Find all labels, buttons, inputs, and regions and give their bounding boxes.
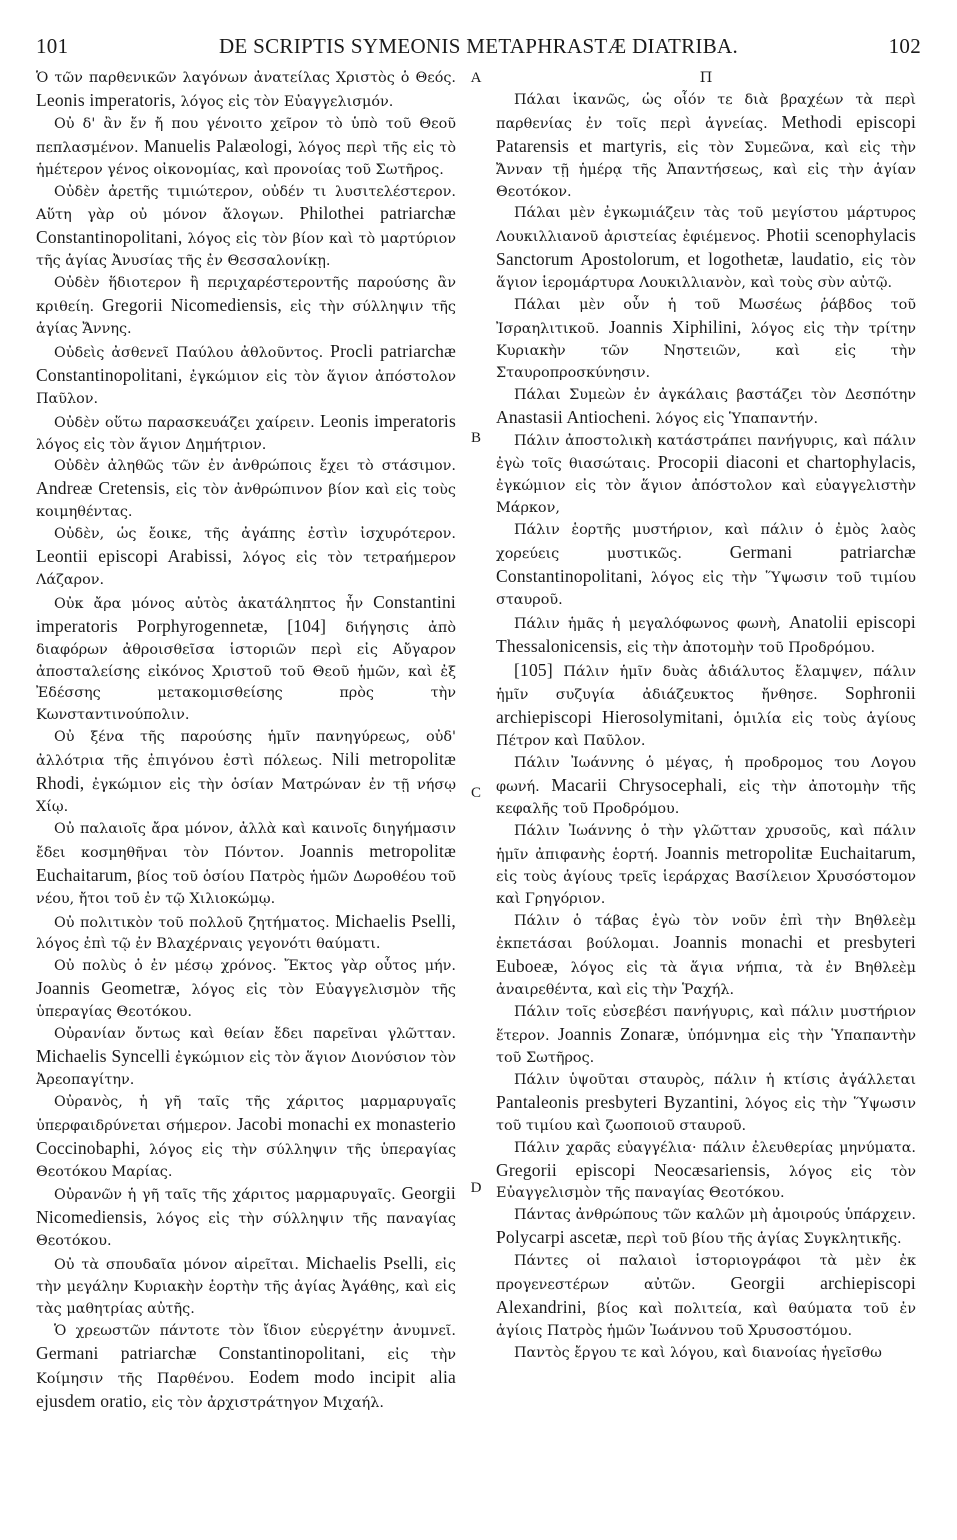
author-name: Pantaleonis presbyteri Byzantini, (496, 1091, 739, 1112)
author-name: Photii scenophylacis Sanctorum Apostolorum, et logothetæ, laudatio, (496, 225, 916, 270)
incipit-text: εἰς τὴν ἀποτομὴν τοῦ Προδρόμου. (622, 639, 876, 656)
incipit-text: Οὐ τὰ σπουδαῖα μόνον αἱρεῖται. (54, 1257, 306, 1274)
incipit-text: Πάλαι ἱκανῶς, ὡς οἷόν τε διὰ βραχέων τὰ περὶ παρθενίας ἐν τοῖς περὶ ἁγνείας. (496, 91, 916, 132)
incipit-text: ὁμιλία εἰς τοὺς ἁγίους Πέτρον καὶ Παῦλον. (496, 711, 916, 750)
author-name: [105] (514, 659, 553, 680)
incipit-text: λόγος εἰς Ὑπαπαντήν. (650, 410, 819, 427)
index-entry (36, 1183, 456, 1253)
index-entry (36, 1253, 456, 1321)
index-entry (496, 1138, 916, 1206)
incipit-text: λόγος εἰς τὴν σύλληψιν τῆς ὑπεραγίας Θεοτόκου Μαρίας. (36, 1141, 456, 1180)
section-marker-a: A (470, 70, 482, 86)
incipit-text: εἰς τὴν σύλληψιν τῆς ἁγίας Ἄννης. (36, 299, 456, 337)
incipit-text: εἰς τὸν ἀρχιστράτηγον Μιχαήλ. (146, 1394, 384, 1411)
author-name: Georgii archiepiscopi Alexandrini, (496, 1273, 916, 1317)
author-name: Joannis metropolitæ Euchaitarum, (36, 840, 456, 885)
incipit-text: Οὐδεὶς ἀσθενεῖ Παύλου ἀθλοῦντος. (54, 344, 331, 361)
incipit-text: Οὐ ξένα τῆς παρούσης ἡμῖν πανηγύρεως, οὐδ' ἀλλότρια τῆς ἐπιγόνου ἐστὶ πόλεως. (36, 729, 456, 770)
author-name: Leonis imperatoris, (36, 89, 176, 110)
index-entry (496, 821, 916, 911)
incipit-text: βίος τοῦ ὁσίου Πατρὸς ἡμῶν Δωροθέου τοῦ νέου, ἤτοι τοῦ ἐν τῷ Χιλιοκώμῳ. (36, 868, 456, 907)
incipit-text: λόγος εἰς τὴν σύλληψιν τῆς παναγίας Θεοτόκου. (36, 1211, 456, 1250)
section-marker-b: B (470, 430, 481, 446)
index-entry (36, 524, 456, 592)
index-entry (496, 385, 916, 431)
index-entry (496, 612, 916, 660)
author-name: Germani patriarchæ Constantinopolitani, (36, 1342, 366, 1363)
incipit-text: λόγος εἰς τὴν Ὕψωσιν τοῦ τιμίου σταυροῦ. (496, 569, 916, 608)
running-title: DE SCRIPTIS SYMEONIS METAPHRASTÆ DIATRIBA. (218, 34, 739, 58)
incipit-text: Ὁ τῶν παρθενικῶν λαγόνων ἀνατείλας Χριστὸς ὁ Θεός. (36, 70, 456, 86)
incipit-text: εἰς τοὺς ἁγίους τρεῖς ἱεράρχας Βασίλειον Χρυσόστομον καὶ Γρηγόριον. (496, 868, 916, 907)
author-name: Nili metropolitæ Rhodi, (36, 749, 456, 794)
author-name: Joannis metropolitæ Euchaitarum, (665, 842, 916, 863)
index-entry (36, 411, 456, 457)
index-entry (36, 727, 456, 819)
author-name: Gregorii episcopi Neocæsariensis, (496, 1159, 771, 1180)
incipit-text: Οὐδὲν οὕτω παρασκευάζει χαίρειν. (54, 414, 320, 431)
incipit-text: Οὐκ ἄρα μόνος αὐτὸς ἀκατάληπτος ἦν (54, 595, 374, 612)
index-entry (36, 341, 456, 411)
incipit-text: βίος καὶ πολιτεία, καὶ θαύματα τοῦ ἐν ἁγίοις Πατρὸς ἡμῶν Ἰωάννου τοῦ Χρυσοστόμου. (496, 1300, 916, 1339)
left-column (36, 68, 456, 1414)
incipit-text: ἐγκώμιον εἰς τὸν ἅγιον ἀπόστολον καὶ εὐαγγελιστὴν Μάρκον, (496, 478, 916, 517)
index-entry (496, 520, 916, 612)
incipit-text: Οὐ δ' ἂν ἔν ἤ που γένοιτο χεῖρον τὸ ὑπὸ τοῦ Θεοῦ πεπλασμένον. (36, 115, 456, 156)
index-entry (36, 819, 456, 911)
incipit-text: εἰς τὴν Κοίμησιν τῆς Παρθένου. (36, 1346, 457, 1387)
index-entry (36, 1321, 456, 1415)
index-entry (496, 660, 916, 754)
incipit-text: Πάλιν ἡμᾶς ἡ μεγαλόφωνος φωνὴ, (514, 615, 789, 632)
incipit-text: Πάλιν χαρᾶς εὐαγγέλια· πάλιν ἐλευθερίας μηνύματα. (514, 1139, 916, 1156)
index-entry (496, 90, 916, 204)
incipit-text: Πάντας ἀνθρώπους τῶν καλῶν μὴ ἀμοιρούς ὑπάρχειν. (514, 1207, 916, 1224)
index-entry (36, 592, 456, 727)
section-letter (496, 68, 916, 90)
index-entry (496, 753, 916, 821)
incipit-text: Οὐδὲν, ὡς ἔοικε, τῆς ἀγάπης ἐστὶν ἰσχυρότερον. (54, 526, 456, 543)
incipit-text: εἰς τὴν ἀποτομὴν τῆς κεφαλῆς τοῦ Προδρόμου. (496, 779, 916, 817)
incipit-text: λόγος εἰς τὸν Εὐαγγελισμόν. (175, 93, 394, 110)
incipit-text: περὶ τοῦ βίου τῆς ἁγίας Συγκλητικῆς. (621, 1231, 902, 1248)
right-column (496, 68, 916, 1365)
incipit-text: Οὐρανίαν ὄντως καὶ θείαν ἔδει παρεῖναι γλῶτταν. (54, 1026, 456, 1043)
author-name: Philothei patriarchæ Constantinopolitani, (36, 203, 456, 248)
incipit-text: λόγος εἰς τὴν Ὕψωσιν τοῦ τιμίου καὶ ζωοποιοῦ σταυροῦ. (496, 1095, 916, 1134)
author-name: Gregorii Nicomediensis, (102, 295, 283, 316)
incipit-text: λόγος εἰς τὸν ἅγιον Δημήτριον. (36, 436, 267, 453)
section-marker-c: C (470, 785, 481, 801)
index-entry (36, 182, 456, 274)
incipit-text: Π (699, 70, 713, 86)
index-entry (496, 295, 916, 385)
author-name: Michaelis Pselli, (335, 910, 457, 931)
incipit-text: Πάλιν ἡμῖν δυὰς ἀδιάλυτος ἔλαμψεν, πάλιν ἡμῖν συζυγία ἀδιάζευκτος ἤνθησε. (496, 663, 916, 704)
author-name: Joannis Geometræ, (36, 978, 181, 999)
section-marker-d: D (470, 1180, 482, 1196)
incipit-text: Οὐ πολιτικὸν τοῦ πολλοῦ ζητήματος. (54, 914, 336, 931)
author-name: Eodem modo incipit alia ejusdem oratio, (36, 1366, 456, 1411)
author-name: Leonis imperatoris (319, 410, 456, 431)
index-entry (36, 1024, 456, 1092)
incipit-text: Οὐρανὸς, ἡ γῆ ταῖς τῆς χάριτος μαρμαρυγαῖς ὑπερφαιδρύνεται σήμερον. (36, 1093, 456, 1134)
incipit-text: Οὐρανῶν ἡ γῆ ταῖς τῆς χάριτος μαρμαρυγαῖς. (54, 1187, 402, 1204)
incipit-text: ἐγκώμιον εἰς τὸν ἅγιον ἀπόστολον Παῦλον. (36, 368, 456, 407)
incipit-text: Πάλιν ὁ τάβας ἐγὼ τὸν νοῦν ἐπὶ τὴν Βηθλεὲμ ἐκπετάσαι βούλομαι. (496, 912, 916, 953)
incipit-text: Πάλιν Ἰωάννης ὁ μέγας, ἡ προδρομος του Λογου φωνή. (496, 755, 916, 796)
index-entry (36, 456, 456, 524)
incipit-text: εἰς τὴν μεγάλην Κυριακὴν ἑορτὴν τῆς ἁγίας Ἀγάθης, καὶ εἰς τὰς μαθητρίας αὐτῆς. (36, 1257, 456, 1317)
incipit-text: λόγος εἰς τὰ ἅγια νήπια, τὰ ἐν Βηθλεὲμ ἀναιρεθέντα, καὶ εἰς τὴν Ῥαχήλ. (496, 960, 916, 999)
incipit-text: λόγος εἰς τὸν βίον καὶ τὸ μαρτύριον τῆς ἁγίας Ἀνυσίας τῆς ἐν Θεσσαλονίκῃ. (36, 231, 456, 270)
incipit-text: Πάντες οἱ παλαιοὶ ἱστοριογράφοι τὰ μὲν ἐκ προγενεστέρων αὐτῶν. (496, 1253, 916, 1294)
index-entry (496, 203, 916, 295)
incipit-text: λόγος ἐπὶ τῷ ἐν Βλαχέρναις γεγονότι θαύματι. (36, 936, 381, 953)
incipit-text: λόγος εἰς τὴν τρίτην Κυριακὴν τῶν Νηστειῶν, καὶ εἰς τὴν Σταυροπροσκύνησιν. (496, 320, 916, 381)
author-name: Michaelis Syncelli (36, 1045, 171, 1066)
author-name: Germani patriarchæ Constantinopolitani, (496, 542, 916, 586)
incipit-text: Οὐδὲν ἀρετῆς τιμιώτερον, οὐδέν τι λυσιτελέστερον. Αὕτη γὰρ οὐ μόνον ἄλογων. (36, 183, 456, 224)
author-name: Joannis Zonaræ, (557, 1024, 680, 1045)
author-name: Procopii diaconi et chartophylacis, (657, 452, 916, 473)
author-name: Joannis Xiphilini, (608, 316, 742, 337)
incipit-text: Πάλιν τοῖς εὐσεβέσι πανήγυρις, καὶ πάλιν μυστήριον ἕτερον. (496, 1004, 916, 1045)
incipit-text: Πάλιν Ἰωάννης ὁ τὴν γλῶτταν χρυσοῦς, καὶ πάλιν ἡμῖν ἀπιφανὴς ἑορτή. (496, 822, 916, 863)
index-entry (36, 273, 456, 341)
index-entry (496, 1205, 916, 1251)
author-name: Polycarpi ascetæ, (496, 1227, 622, 1248)
incipit-text: Πάλαι μὲν οὖν ἡ τοῦ Μωσέως ῥάβδος τοῦ Ἰσραηλιτικοῦ. (496, 297, 916, 337)
incipit-text: εἰς τὸν ἅγιον ἱερομάρτυρα Λουκιλλιανὸν, καὶ τοὺς σὺν αὐτῷ. (496, 253, 916, 292)
incipit-text: Πάλαι μὲν ἐγκωμιάζειν τὰς τοῦ μεγίστου μάρτυρος Λουκιλλιανοῦ ἀριστείας ἐφιέμενος. (496, 205, 916, 246)
author-name: Constantini imperatoris Porphyrogennetæ, [104] (36, 591, 456, 636)
index-entry (36, 911, 456, 957)
author-name: Andreæ Cretensis, (36, 478, 170, 499)
incipit-text: λόγος εἰς τὸν τετραήμερον Λάζαρον. (36, 550, 456, 588)
incipit-text: λόγος περὶ τῆς εἰς τὸ ἡμέτερον γένος οἰκονομίας, καὶ προνοίας τοῦ Σωτῆρος. (36, 139, 456, 178)
author-name: Joannis monachi et presbyteri Euboeæ, (496, 932, 916, 977)
index-entry (36, 956, 456, 1024)
incipit-text: ἐγκώμιον εἰς τὸν ἅγιον Διονύσιον τὸν Ἀρεοπαγίτην. (36, 1049, 456, 1088)
incipit-text: Οὐ πολὺς ὁ ἐν μέσῳ χρόνος. Ἔκτος γὰρ οὗτος μήν. (54, 958, 456, 975)
author-name: Georgii Nicomediensis, (36, 1183, 456, 1228)
incipit-text: εἰς τὸν Συμεῶνα, καὶ εἰς τὴν Ἄνναν τῇ ἡμέρᾳ τῆς Ἀπαντήσεως, καὶ εἰς τὴν ἁγίαν Θεοτόκον. (496, 139, 916, 200)
running-header (30, 22, 927, 58)
incipit-text: λόγος εἰς τὸν Εὐαγγελισμὸν τῆς παναγίας Θεοτόκου. (496, 1163, 916, 1202)
page-number-right: 102 (888, 34, 921, 58)
index-entry (496, 1002, 916, 1070)
incipit-text: Οὐ παλαιοῖς ἄρα μόνον, ἀλλὰ καὶ καινοῖς διηγήμασιν ἔδει κοσμηθῆναι τὸν Πόντον. (36, 820, 456, 861)
incipit-text: λόγος εἰς τὸν Εὐαγγελισμὸν τῆς ὑπεραγίας Θεοτόκου. (36, 982, 456, 1021)
page-number-left: 101 (36, 34, 69, 58)
index-entry (496, 1251, 916, 1343)
incipit-text: Ὁ χρεωστῶν πάντοτε τὸν ἴδιον εὐεργέτην ἀνυμνεῖ. (54, 1322, 456, 1339)
index-entry (496, 911, 916, 1003)
author-name: Manuelis Palæologi, (143, 135, 293, 156)
incipit-text: Οὐδὲν ἥδιοτερον ἢ περιχαρέστεροντῆς παρούσης ἂν κριθείη. (36, 275, 456, 316)
author-name: Anatolii episcopi Thessalonicensis, (496, 611, 916, 656)
incipit-text: διήγησις ἀπὸ διαφόρων ἀθροισθεῖσα ἱστοριῶν περὶ εἰς Αὔγαρον ἀποσταλείσης εἰκόνος Χριστοῦ τοῦ Θεοῦ ἡμῶν, καὶ ἐξ Ἐδέσσης μετακομισθείσης πρὸς τὴν Κωνσταντινούπολιν. (36, 619, 456, 724)
incipit-text: Οὐδὲν ἀληθῶς τῶν ἐν ἀνθρώποις ἔχει τὸ στάσιμον. (54, 458, 456, 475)
author-name: Anastasii Antiocheni. (496, 406, 651, 427)
author-name: Macarii Chrysocephali, (551, 775, 728, 796)
incipit-text: ἐγκώμιον εἰς τὴν ὁσίαν Ματρώναν ἐν τῇ νήσῳ Χίῳ. (36, 777, 456, 815)
index-entry (36, 114, 456, 182)
author-name: Jacobi monachi ex monasterio Coccinobaphi, (36, 1113, 457, 1158)
index-entry (496, 1343, 916, 1365)
incipit-text: Πάλιν ἀποστολικὴ κατάστράπει πανήγυρις, καὶ πάλιν ἐγὼ τοῖς θιασώταις. (496, 432, 916, 473)
author-name: Procli patriarchæ Constantinopolitani, (36, 340, 456, 385)
author-name: Leontii episcopi Arabissi, (36, 546, 233, 567)
index-entry (36, 1092, 456, 1184)
index-entry (36, 68, 456, 114)
incipit-text: εἰς τὸν ἀνθρώπινον βίον καὶ εἰς τοὺς κοιμηθέντας. (36, 482, 456, 521)
author-name: Sophronii archiepiscopi Hierosolymitani, (496, 683, 916, 728)
incipit-text: Πάλιν ἑορτῆς μυστήριον, καὶ πάλιν ὁ ἐμὸς λαὸς χορεύεις μυστικῶς. (496, 522, 916, 563)
incipit-text: Πάλιν ὑψοῦται σταυρὸς, πάλιν ἡ κτίσις ἀγάλλεται (514, 1071, 916, 1088)
index-entry (496, 1070, 916, 1138)
author-name: Methodi episcopi Patarensis et martyris, (496, 111, 917, 156)
incipit-text: ὑπόμνημα εἰς τὴν Ὑπαπαντὴν τοῦ Σωτῆρος. (496, 1028, 916, 1066)
incipit-text: Παντὸς ἔργου τε καὶ λόγου, καὶ διανοίας ἡγεῖσθω (514, 1344, 882, 1361)
incipit-text: Πάλαι Συμεὼν ἐν ἀγκάλαις βαστάζει τὸν Δεσπότην (514, 386, 916, 403)
index-entry (496, 431, 916, 521)
author-name: Michaelis Pselli, (305, 1253, 429, 1274)
